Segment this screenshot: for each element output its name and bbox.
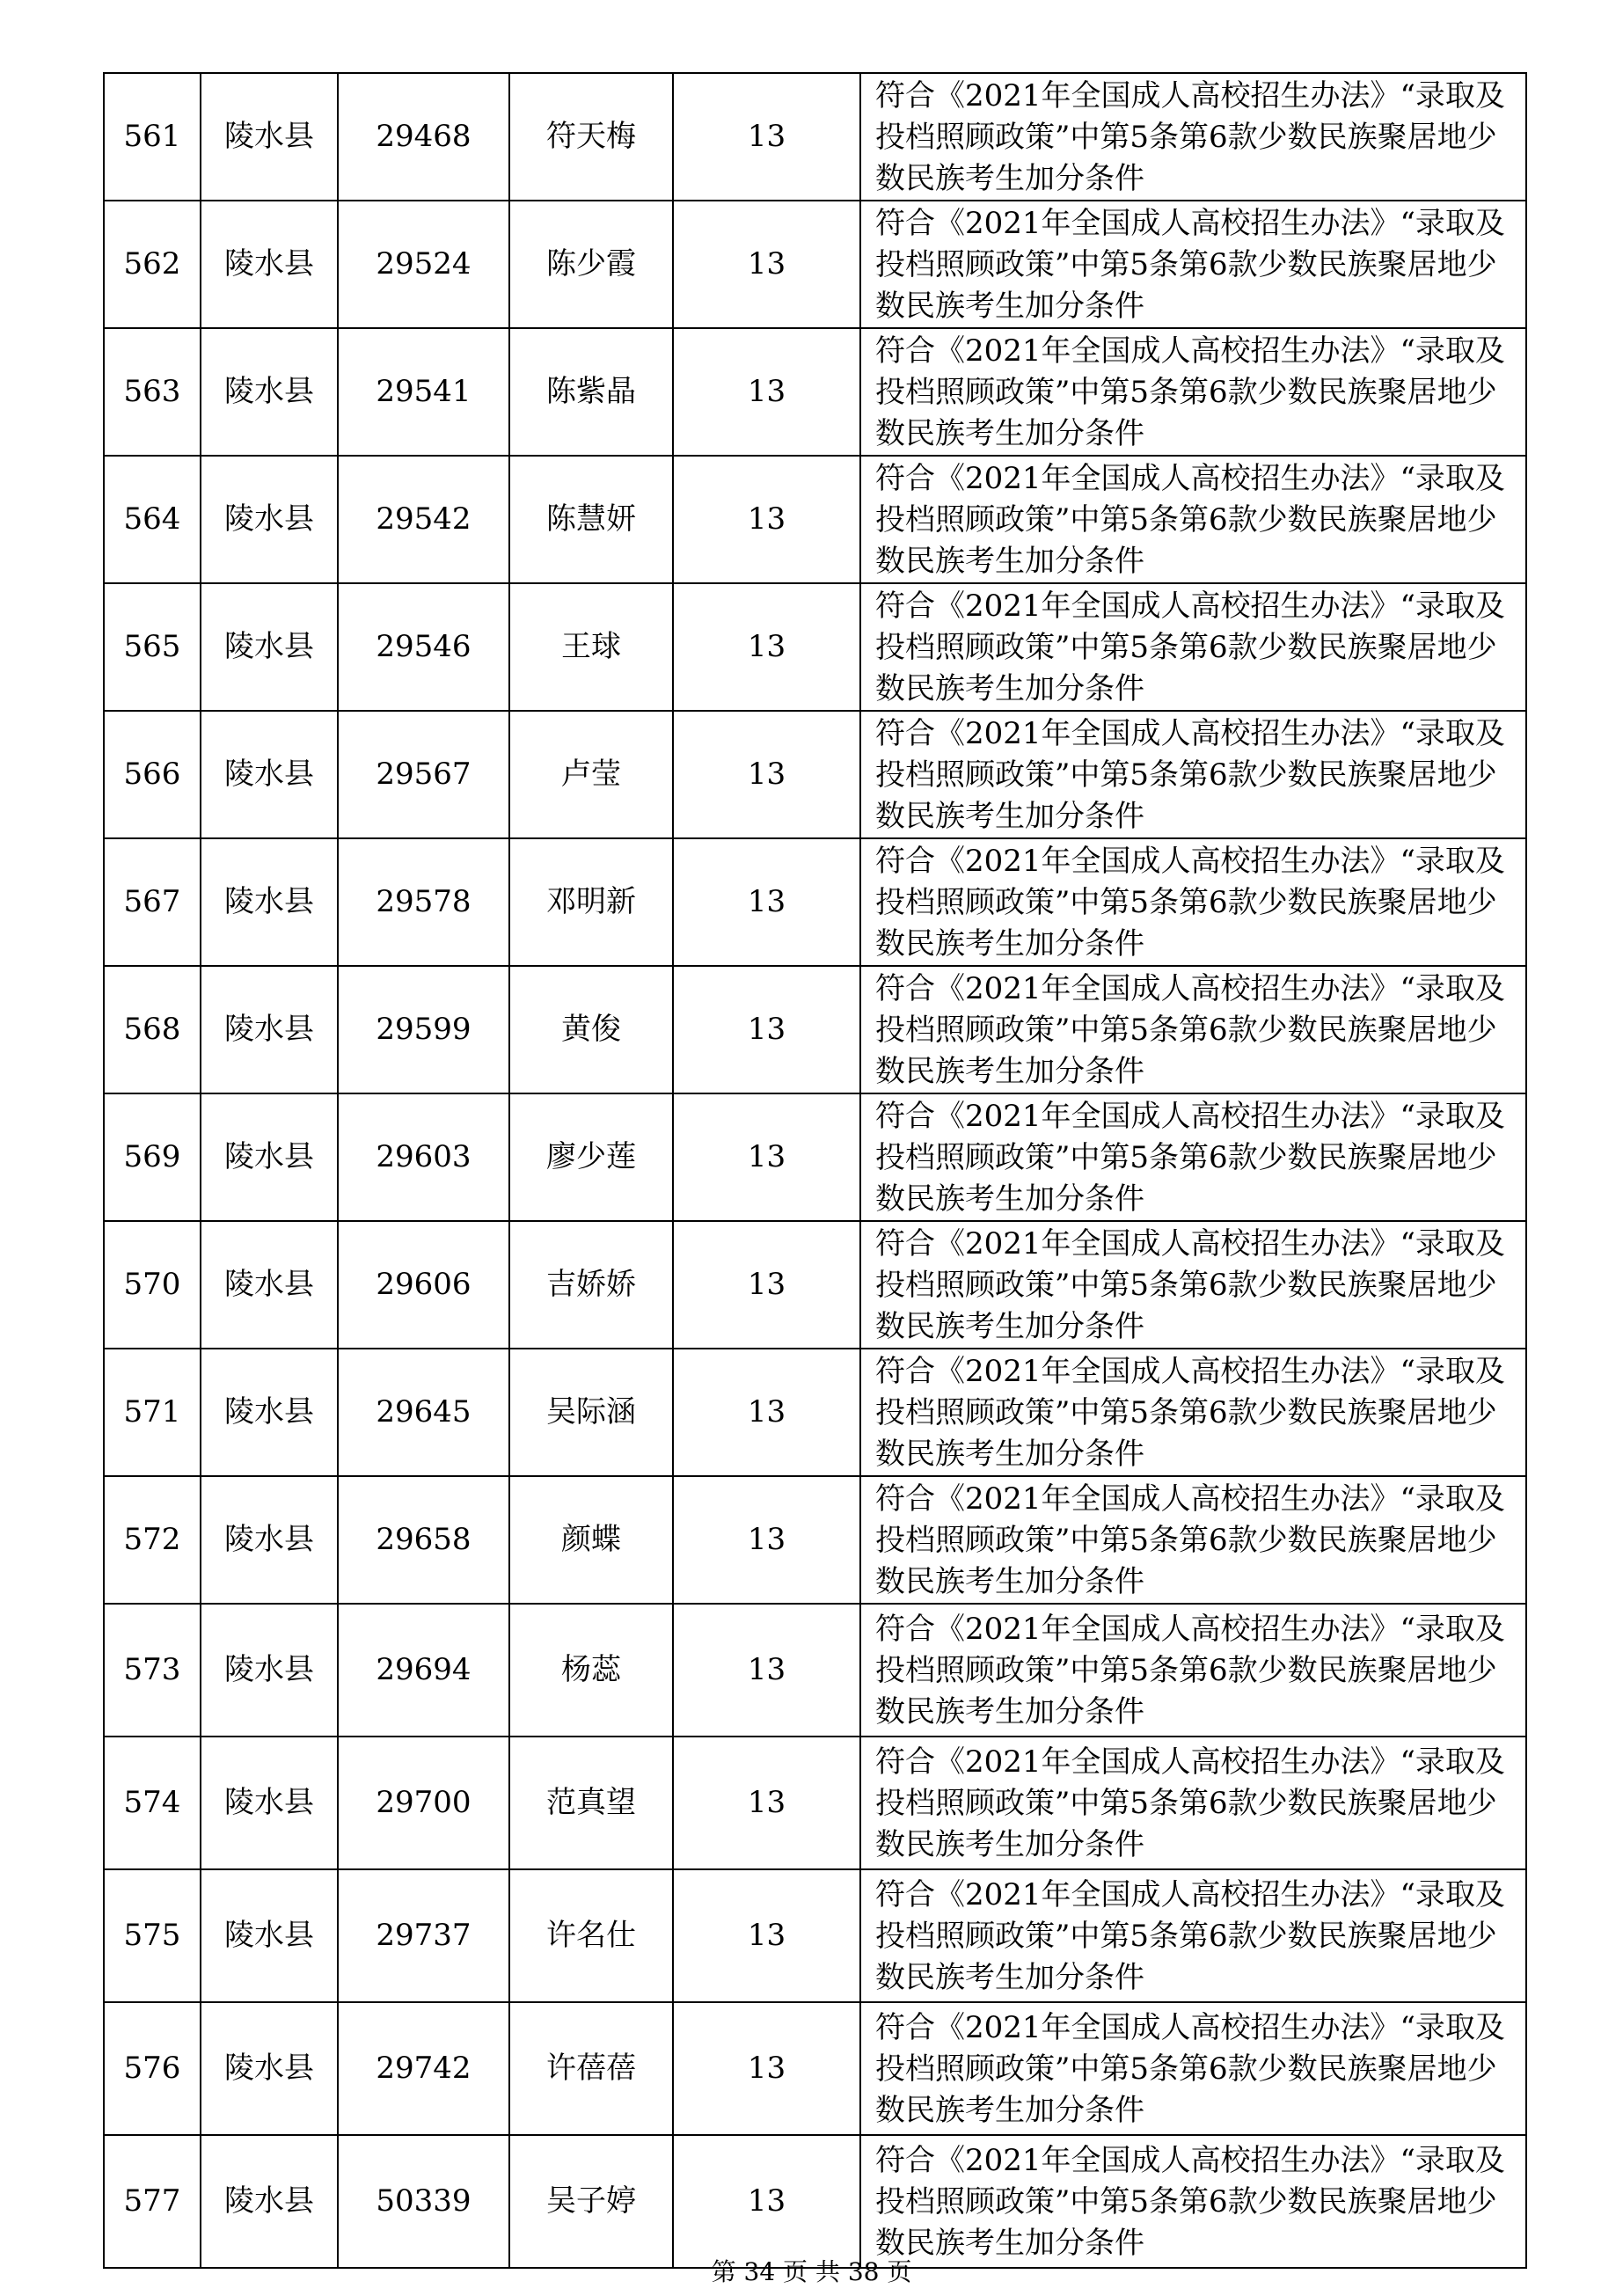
county-cell: 陵水县 — [201, 1476, 338, 1604]
county-cell: 陵水县 — [201, 201, 338, 328]
bonus-score-cell: 13 — [673, 1476, 860, 1604]
county-cell: 陵水县 — [201, 2135, 338, 2268]
table-row — [104, 2002, 1526, 2135]
table-row — [104, 711, 1526, 838]
bonus-score-cell: 13 — [673, 456, 860, 583]
candidate-table — [103, 72, 1527, 2269]
table-row — [104, 2135, 1526, 2268]
candidate-name-cell: 符天梅 — [509, 73, 673, 201]
candidate-name-cell: 颜蝶 — [509, 1476, 673, 1604]
candidate-name-cell: 范真望 — [509, 1737, 673, 1869]
policy-note-cell: 符合《2021年全国成人高校招生办法》“录取及投档照顾政策”中第5条第6款少数民族聚居地少数民族考生加分条件 — [860, 1093, 1526, 1221]
table-row — [104, 1476, 1526, 1604]
table-row — [104, 73, 1526, 201]
row-number: 562 — [104, 201, 201, 328]
row-number: 561 — [104, 73, 201, 201]
candidate-id-cell: 29524 — [338, 201, 509, 328]
candidate-id-cell: 29694 — [338, 1604, 509, 1737]
candidate-id-cell: 29468 — [338, 73, 509, 201]
row-number: 568 — [104, 966, 201, 1093]
bonus-score-cell: 13 — [673, 1093, 860, 1221]
bonus-score-cell: 13 — [673, 1737, 860, 1869]
candidate-id-cell: 29645 — [338, 1349, 509, 1476]
policy-note-cell: 符合《2021年全国成人高校招生办法》“录取及投档照顾政策”中第5条第6款少数民族聚居地少数民族考生加分条件 — [860, 1604, 1526, 1737]
candidate-name-cell: 吉娇娇 — [509, 1221, 673, 1349]
policy-note-cell: 符合《2021年全国成人高校招生办法》“录取及投档照顾政策”中第5条第6款少数民族聚居地少数民族考生加分条件 — [860, 966, 1526, 1093]
policy-note-cell: 符合《2021年全国成人高校招生办法》“录取及投档照顾政策”中第5条第6款少数民族聚居地少数民族考生加分条件 — [860, 711, 1526, 838]
candidate-name-cell: 许名仕 — [509, 1869, 673, 2002]
row-number: 572 — [104, 1476, 201, 1604]
candidate-name-cell: 陈紫晶 — [509, 328, 673, 456]
county-cell: 陵水县 — [201, 1869, 338, 2002]
policy-note-cell: 符合《2021年全国成人高校招生办法》“录取及投档照顾政策”中第5条第6款少数民族聚居地少数民族考生加分条件 — [860, 838, 1526, 966]
county-cell: 陵水县 — [201, 1221, 338, 1349]
row-number: 569 — [104, 1093, 201, 1221]
row-number: 567 — [104, 838, 201, 966]
row-number: 564 — [104, 456, 201, 583]
bonus-score-cell: 13 — [673, 2135, 860, 2268]
table-row — [104, 966, 1526, 1093]
policy-note-cell: 符合《2021年全国成人高校招生办法》“录取及投档照顾政策”中第5条第6款少数民族聚居地少数民族考生加分条件 — [860, 2135, 1526, 2268]
bonus-score-cell: 13 — [673, 73, 860, 201]
candidate-id-cell: 29542 — [338, 456, 509, 583]
candidate-name-cell: 邓明新 — [509, 838, 673, 966]
candidate-id-cell: 50339 — [338, 2135, 509, 2268]
table-row — [104, 1604, 1526, 1737]
candidate-id-cell: 29737 — [338, 1869, 509, 2002]
row-number: 575 — [104, 1869, 201, 2002]
row-number: 571 — [104, 1349, 201, 1476]
bonus-score-cell: 13 — [673, 1221, 860, 1349]
candidate-name-cell: 王球 — [509, 583, 673, 711]
table-row — [104, 456, 1526, 583]
table-row — [104, 838, 1526, 966]
table-row — [104, 201, 1526, 328]
policy-note-cell: 符合《2021年全国成人高校招生办法》“录取及投档照顾政策”中第5条第6款少数民族聚居地少数民族考生加分条件 — [860, 1221, 1526, 1349]
candidate-id-cell: 29541 — [338, 328, 509, 456]
candidate-name-cell: 吴子婷 — [509, 2135, 673, 2268]
policy-note-cell: 符合《2021年全国成人高校招生办法》“录取及投档照顾政策”中第5条第6款少数民族聚居地少数民族考生加分条件 — [860, 2002, 1526, 2135]
table-row — [104, 583, 1526, 711]
row-number: 570 — [104, 1221, 201, 1349]
county-cell: 陵水县 — [201, 1604, 338, 1737]
policy-note-cell: 符合《2021年全国成人高校招生办法》“录取及投档照顾政策”中第5条第6款少数民族聚居地少数民族考生加分条件 — [860, 73, 1526, 201]
county-cell: 陵水县 — [201, 966, 338, 1093]
table-row — [104, 328, 1526, 456]
candidate-id-cell: 29567 — [338, 711, 509, 838]
row-number: 563 — [104, 328, 201, 456]
row-number: 573 — [104, 1604, 201, 1737]
policy-note-cell: 符合《2021年全国成人高校招生办法》“录取及投档照顾政策”中第5条第6款少数民族聚居地少数民族考生加分条件 — [860, 1737, 1526, 1869]
county-cell: 陵水县 — [201, 1093, 338, 1221]
bonus-score-cell: 13 — [673, 838, 860, 966]
policy-note-cell: 符合《2021年全国成人高校招生办法》“录取及投档照顾政策”中第5条第6款少数民族聚居地少数民族考生加分条件 — [860, 456, 1526, 583]
candidate-name-cell: 陈少霞 — [509, 201, 673, 328]
candidate-id-cell: 29700 — [338, 1737, 509, 1869]
bonus-score-cell: 13 — [673, 1869, 860, 2002]
candidate-id-cell: 29742 — [338, 2002, 509, 2135]
candidate-name-cell: 廖少莲 — [509, 1093, 673, 1221]
policy-note-cell: 符合《2021年全国成人高校招生办法》“录取及投档照顾政策”中第5条第6款少数民族聚居地少数民族考生加分条件 — [860, 201, 1526, 328]
candidate-id-cell: 29599 — [338, 966, 509, 1093]
bonus-score-cell: 13 — [673, 201, 860, 328]
row-number: 576 — [104, 2002, 201, 2135]
candidate-id-cell: 29578 — [338, 838, 509, 966]
policy-note-cell: 符合《2021年全国成人高校招生办法》“录取及投档照顾政策”中第5条第6款少数民族聚居地少数民族考生加分条件 — [860, 583, 1526, 711]
candidate-name-cell: 黄俊 — [509, 966, 673, 1093]
table-row — [104, 1737, 1526, 1869]
row-number: 565 — [104, 583, 201, 711]
table-row — [104, 1869, 1526, 2002]
policy-note-cell: 符合《2021年全国成人高校招生办法》“录取及投档照顾政策”中第5条第6款少数民族聚居地少数民族考生加分条件 — [860, 1349, 1526, 1476]
county-cell: 陵水县 — [201, 1349, 338, 1476]
bonus-score-cell: 13 — [673, 1604, 860, 1737]
table-row — [104, 1349, 1526, 1476]
bonus-score-cell: 13 — [673, 711, 860, 838]
candidate-name-cell: 卢莹 — [509, 711, 673, 838]
bonus-score-cell: 13 — [673, 328, 860, 456]
candidate-name-cell: 杨蕊 — [509, 1604, 673, 1737]
row-number: 577 — [104, 2135, 201, 2268]
candidate-id-cell: 29606 — [338, 1221, 509, 1349]
table-row — [104, 1221, 1526, 1349]
bonus-score-cell: 13 — [673, 1349, 860, 1476]
policy-note-cell: 符合《2021年全国成人高校招生办法》“录取及投档照顾政策”中第5条第6款少数民族聚居地少数民族考生加分条件 — [860, 328, 1526, 456]
county-cell: 陵水县 — [201, 711, 338, 838]
table-body — [104, 73, 1526, 2268]
candidate-name-cell: 陈慧妍 — [509, 456, 673, 583]
policy-note-cell: 符合《2021年全国成人高校招生办法》“录取及投档照顾政策”中第5条第6款少数民族聚居地少数民族考生加分条件 — [860, 1476, 1526, 1604]
candidate-name-cell: 吴际涵 — [509, 1349, 673, 1476]
page-footer: 第 34 页 共 38 页 — [711, 2257, 912, 2286]
bonus-score-cell: 13 — [673, 966, 860, 1093]
candidate-id-cell: 29658 — [338, 1476, 509, 1604]
county-cell: 陵水县 — [201, 838, 338, 966]
table-row — [104, 1093, 1526, 1221]
candidate-id-cell: 29546 — [338, 583, 509, 711]
county-cell: 陵水县 — [201, 328, 338, 456]
candidate-id-cell: 29603 — [338, 1093, 509, 1221]
row-number: 566 — [104, 711, 201, 838]
bonus-score-cell: 13 — [673, 2002, 860, 2135]
county-cell: 陵水县 — [201, 2002, 338, 2135]
county-cell: 陵水县 — [201, 456, 338, 583]
candidate-name-cell: 许蓓蓓 — [509, 2002, 673, 2135]
policy-note-cell: 符合《2021年全国成人高校招生办法》“录取及投档照顾政策”中第5条第6款少数民族聚居地少数民族考生加分条件 — [860, 1869, 1526, 2002]
county-cell: 陵水县 — [201, 1737, 338, 1869]
bonus-score-cell: 13 — [673, 583, 860, 711]
county-cell: 陵水县 — [201, 583, 338, 711]
row-number: 574 — [104, 1737, 201, 1869]
county-cell: 陵水县 — [201, 73, 338, 201]
